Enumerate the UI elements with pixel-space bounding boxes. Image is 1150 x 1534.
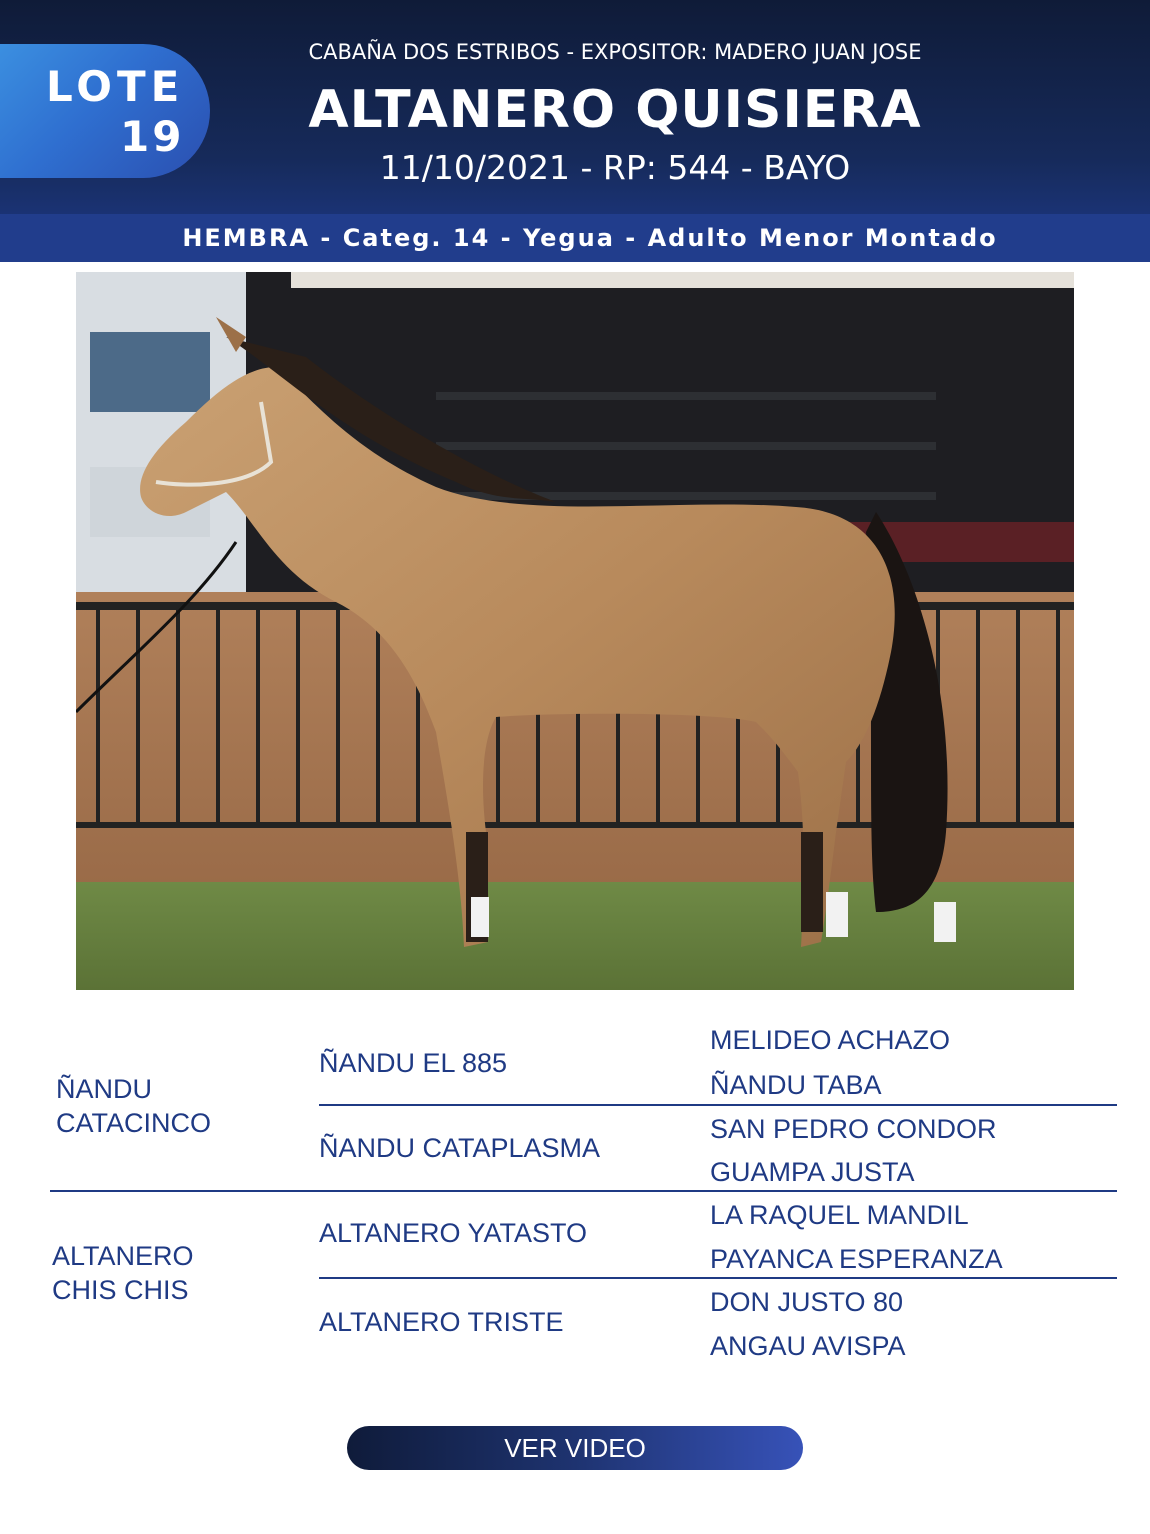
horse-photo [76,272,1074,990]
maternal-granddam: ALTANERO TRISTE [319,1307,564,1337]
maternal-grandsire: ALTANERO YATASTO [319,1218,588,1248]
paternal-grandsire: ÑANDU EL 885 [319,1048,508,1078]
sire-name [56,1072,211,1140]
category: HEMBRA - Categ. 14 - Yegua - Adulto Menor Montado [182,224,998,252]
sire-name-line2: CATACINCO [56,1108,211,1138]
paternal-granddam: ÑANDU CATAPLASMA [319,1133,601,1163]
dam-name-line2: CHIS CHIS [52,1275,189,1305]
lot-label: LOTE [46,62,185,111]
horse-name: ALTANERO QUISIERA [308,80,922,140]
divider-paternal [319,1104,1117,1106]
dam-name-line1: ALTANERO [52,1241,194,1271]
divider-maternal [319,1277,1117,1279]
great-grandparent-1: MELIDEO ACHAZO [710,1025,951,1055]
dam-name [52,1239,194,1307]
horse-details: 11/10/2021 - RP: 544 - BAYO [379,148,851,187]
ver-video-button[interactable]: VER VIDEO [347,1426,803,1470]
great-grandparent-4: GUAMPA JUSTA [710,1157,915,1187]
great-grandparent-7: DON JUSTO 80 [710,1287,904,1317]
horse-illustration [76,272,1074,990]
great-grandparent-2: ÑANDU TABA [710,1070,882,1100]
sire-name-line1: ÑANDU [56,1074,153,1104]
great-grandparent-3: SAN PEDRO CONDOR [710,1114,997,1144]
divider-sire-dam [50,1190,1117,1192]
great-grandparent-5: LA RAQUEL MANDIL [710,1200,969,1230]
exhibitor: CABAÑA DOS ESTRIBOS - EXPOSITOR: MADERO JUAN JOSE [308,40,922,64]
lot-number: 19 [120,112,185,161]
great-grandparent-8: ANGAU AVISPA [710,1331,906,1361]
great-grandparent-6: PAYANCA ESPERANZA [710,1244,1003,1274]
